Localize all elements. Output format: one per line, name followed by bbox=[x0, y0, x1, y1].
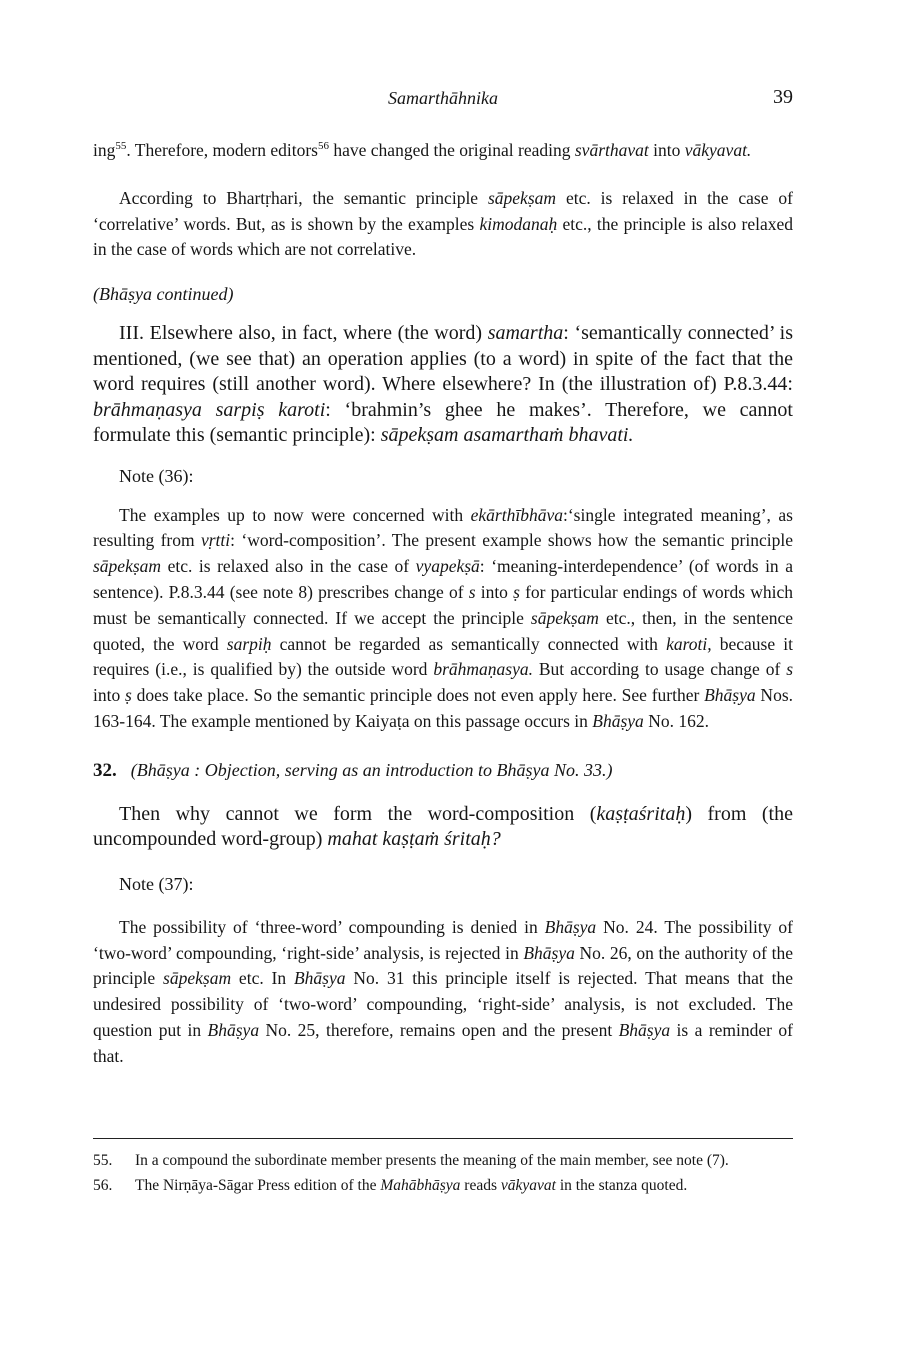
paragraph-objection: Then why cannot we form the word-composition (kaṣṭaśritaḥ) from (the uncompounded word-group) mahat kaṣṭaṁ śritaḥ? bbox=[93, 802, 793, 851]
footnote-number: 56. bbox=[93, 1177, 113, 1194]
section-32-heading bbox=[93, 757, 793, 784]
paragraph-continuation: ing$^{55}$. Therefore, modern editors$^{56}$ have changed the original reading svārthavat into vākyavat. bbox=[93, 140, 752, 160]
paragraph-note-36: The examples up to now were concerned with ekārthībhāva:‘single integrated meaning’, as resulting from vṛtti: ‘word-composition’. The present example shows how the semantic principle sāpekṣam etc. is relaxed also in the case of vyapekṣā: ‘meaning-interdependence’ (of words in a sentence). P.8.3.44 (see note 8) prescribes change of s into ṣ for particular endings of words which must be semantically connected. If we accept the principle sāpekṣam etc., then, in the sentence quoted, the word sarpiḥ cannot be regarded as semantically connected with karoti, because it requires (i.e., is qualified by) the outside word brāhmaṇasya. But according to usage change of s into ṣ does take place. So the semantic principle does not even apply here. See further Bhāṣya Nos. 163-164. The example mentioned by Kaiyaṭa on this passage occurs in Bhāṣya No. 162. bbox=[93, 504, 793, 732]
footnote-divider bbox=[93, 1138, 793, 1139]
note-36-label: Note (36): bbox=[119, 465, 194, 486]
page-body bbox=[93, 138, 793, 1070]
note-37-label: Note (37): bbox=[119, 873, 194, 894]
footnote-ref-56: 56 bbox=[318, 140, 329, 153]
paragraph-bhartrhari: According to Bhartṛhari, the semantic principle sāpekṣam etc. is relaxed in the case of ‘correlative’ words. But, as is shown by the examples kimodanaḥ etc., the principle is also relaxed in the case of words which are not correlative. bbox=[93, 187, 793, 260]
bhasya-continued-label: (Bhāṣya continued) bbox=[93, 284, 234, 305]
paragraph-note-37: The possibility of ‘three-word’ compounding is denied in Bhāṣya No. 24. The possibility of ‘two-word’ compounding, ‘right-side’ analysis, is rejected in Bhāṣya No. 26, on the authority of the principle sāpekṣam etc. In Bhāṣya No. 31 this principle itself is rejected. That means that the undesired possibility of ‘two-word’ compounding, ‘right-side’ analysis, is not excluded. The question put in Bhāṣya No. 25, therefore, remains open and the present Bhāṣya is a reminder of that. bbox=[93, 916, 793, 1066]
footnotes bbox=[93, 1150, 793, 1200]
footnote-text: The Nirṇāya-Sāgar Press edition of the Mahābhāṣya reads vākyavat in the stanza quoted. bbox=[135, 1177, 688, 1194]
page-number: 39 bbox=[773, 86, 793, 108]
footnote-number: 55. bbox=[93, 1152, 113, 1169]
section-title: (Bhāṣya : Objection, serving as an introduction to Bhāṣya No. 33.) bbox=[130, 759, 613, 780]
footnote-55 bbox=[93, 1150, 793, 1172]
footnote-56 bbox=[93, 1175, 793, 1197]
footnote-text: In a compound the subordinate member presents the meaning of the main member, see note (7). bbox=[135, 1152, 729, 1169]
paragraph-bhasya-iii: III. Elsewhere also, in fact, where (the word) samartha: ‘semantically connected’ is mentioned, (we see that) an operation applies (to a word) in spite of the fact that the word requires (still another word). Where elsewhere? In (the illustration of) P.8.3.44: brāhmaṇasya sarpiṣ karoti: ‘brahmin’s ghee he makes’. Therefore, we cannot formulate this (semantic principle): sāpekṣam asamarthaṁ bhavati. bbox=[93, 322, 793, 447]
page-header bbox=[93, 84, 793, 114]
footnote-ref-55: 55 bbox=[115, 140, 127, 153]
running-title: Samarthāhnika bbox=[388, 88, 498, 108]
section-number: 32. bbox=[93, 759, 117, 781]
